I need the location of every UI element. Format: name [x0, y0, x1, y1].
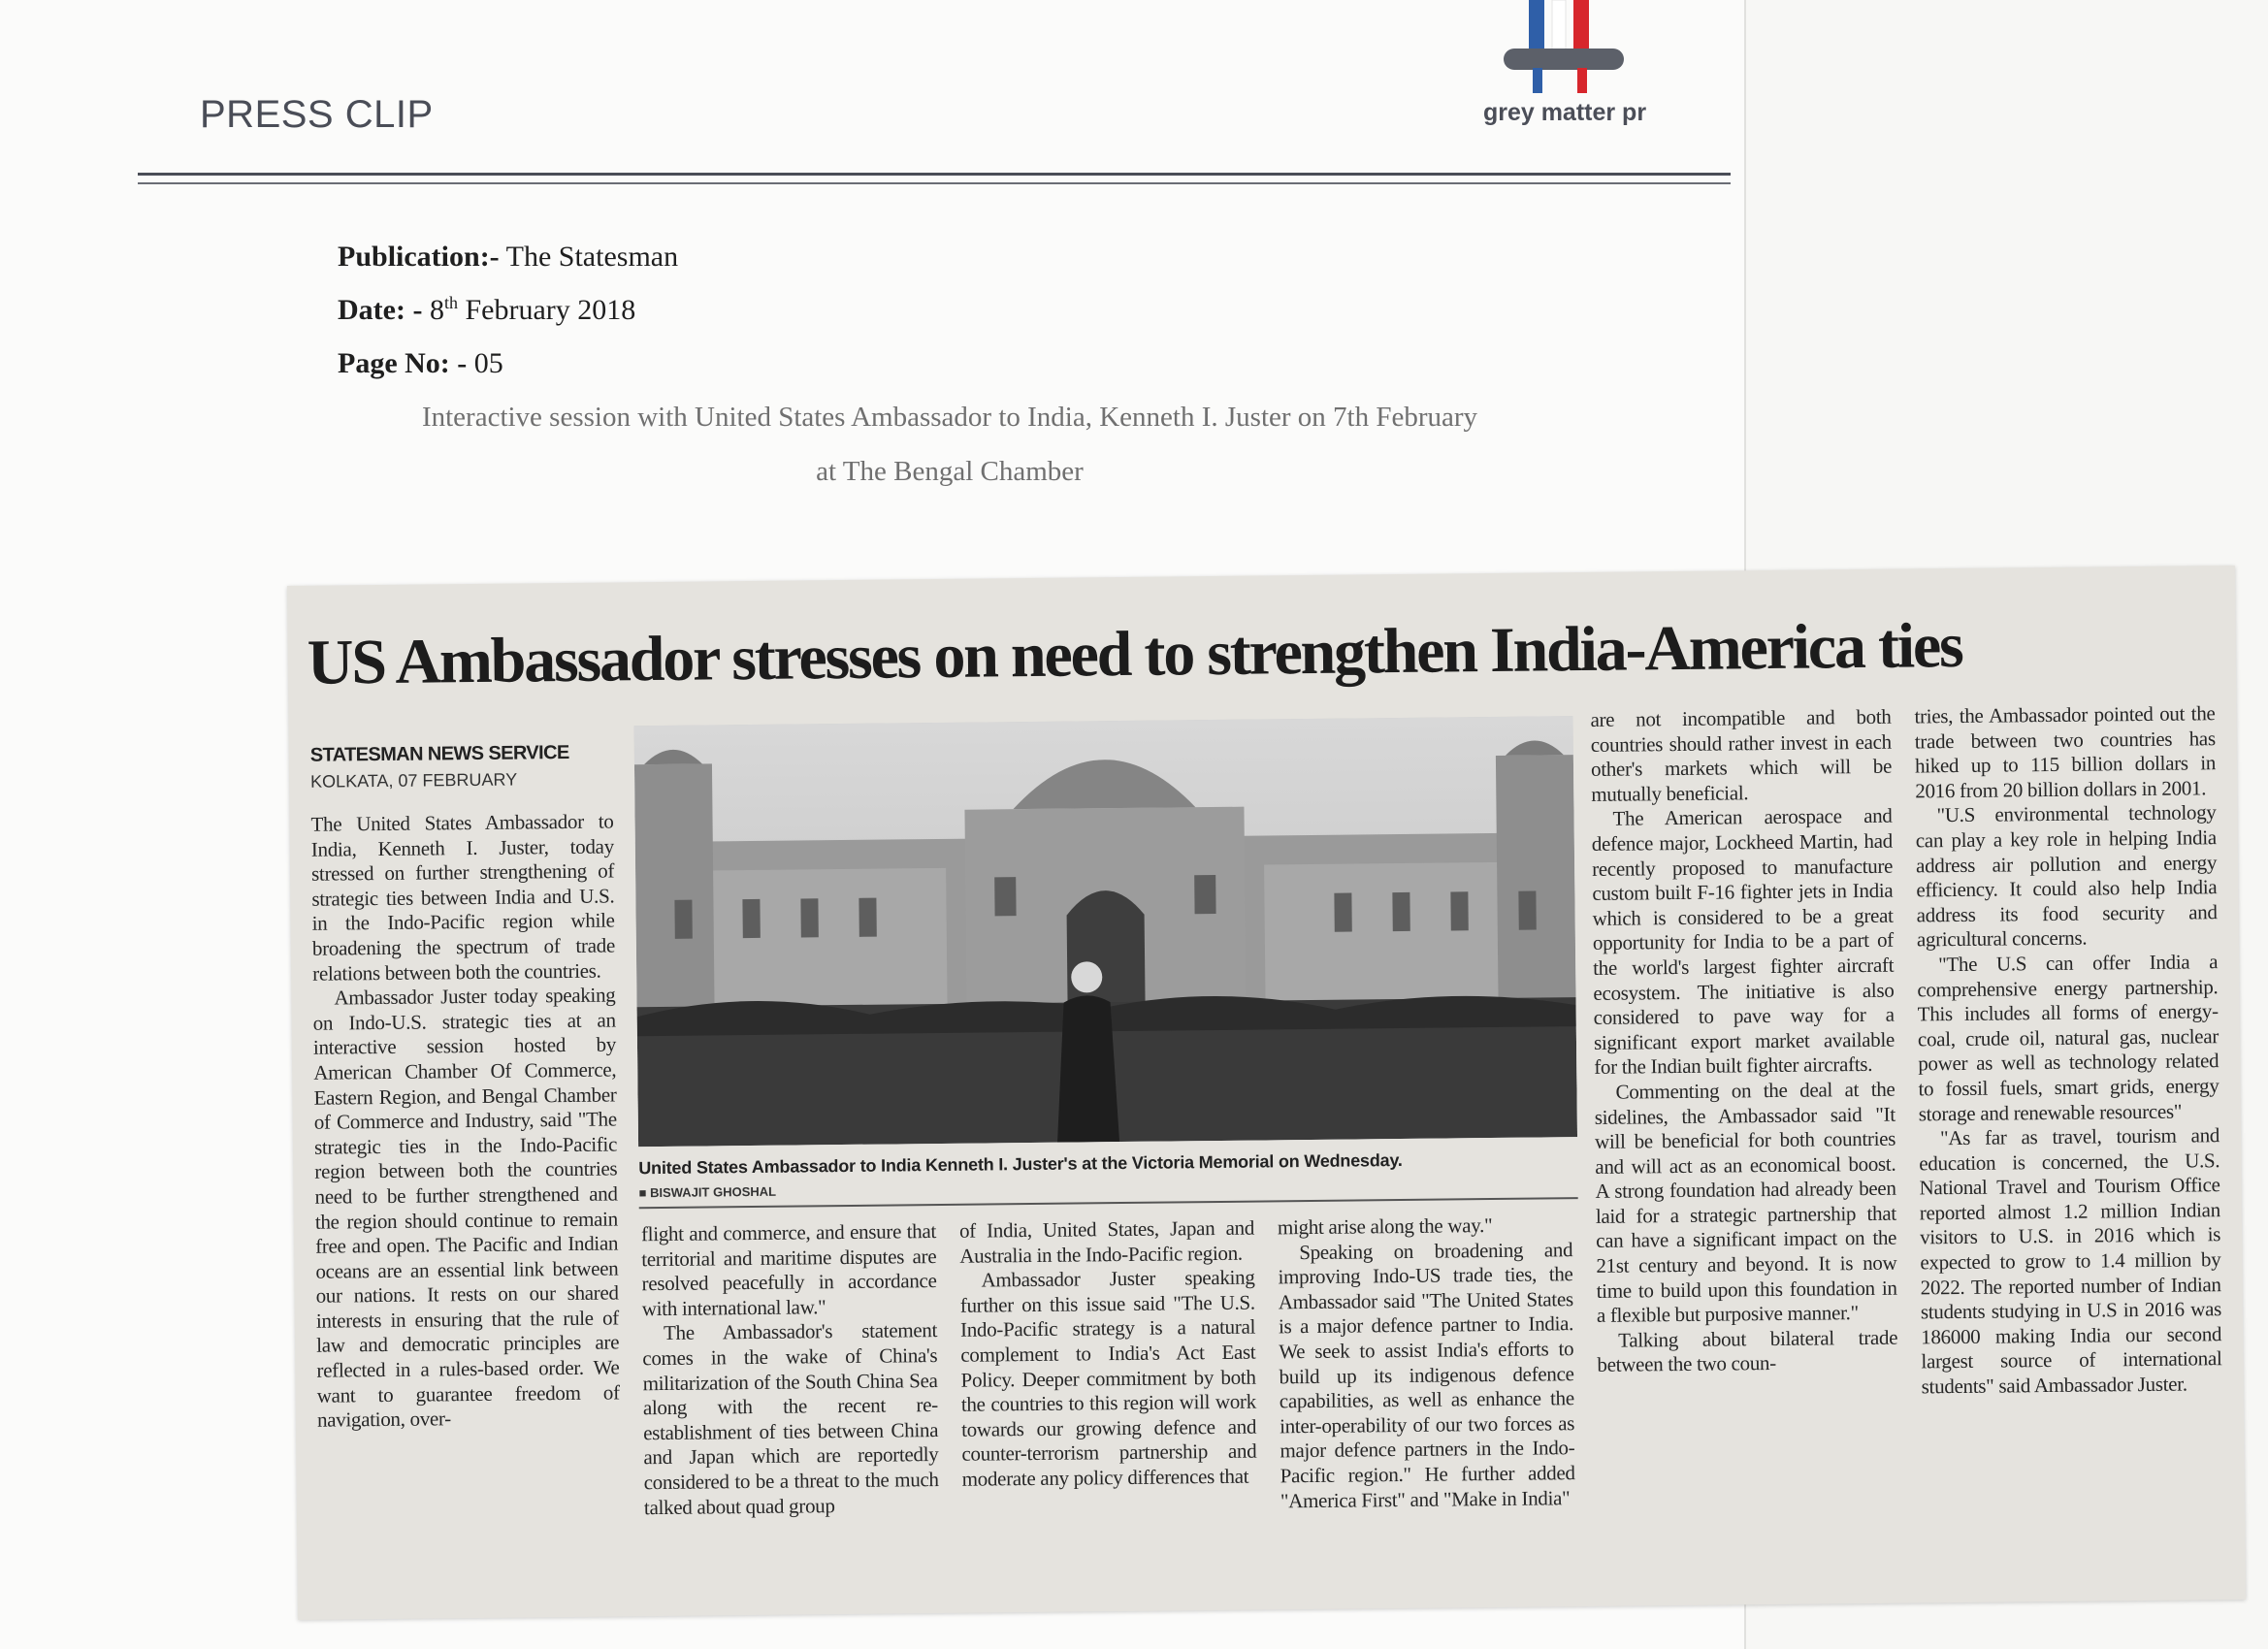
session-description: Interactive session with United States Ambassador to India, Kenneth I. Juster on 7th February	[421, 402, 1478, 433]
page-line	[338, 347, 503, 380]
paragraph: tries, the Ambassador pointed out the trade between two countries has hiked up to 115 billion dollars in 2016 from 20 billion dollars in 2001.	[1914, 701, 2217, 803]
date-label: Date: -	[338, 294, 423, 326]
photo-credit: ■ BISWAJIT GHOSHAL	[638, 1183, 777, 1201]
page-label: Page No: -	[338, 347, 468, 379]
photo-caption: United States Ambassador to India Kenneth I. Juster's at the Victoria Memorial on Wednesday.	[638, 1149, 1403, 1179]
paragraph: of India, United States, Japan and Australia in the Indo-Pacific region.	[958, 1215, 1255, 1268]
photo-illustration	[634, 716, 1577, 1147]
paragraph: "U.S environmental technology can play a key role in helping India address air pollution and energy efficiency. It could also help India address its food security and agricultural concerns.	[1915, 800, 2218, 952]
article-byline: STATESMAN NEWS SERVICE	[309, 741, 569, 766]
paragraph: are not incompatible and both countries should rather invest in each other's markets which will be mutually beneficial.	[1590, 704, 1893, 806]
header-rule	[138, 173, 1731, 176]
article-column-6	[1914, 701, 2221, 1400]
press-clip-title: PRESS CLIP	[200, 93, 434, 136]
article-column-2	[641, 1219, 939, 1520]
date-suffix: th	[443, 293, 458, 312]
publication-label: Publication:-	[338, 241, 500, 273]
logo-text: grey matter pr	[1482, 99, 1647, 126]
victoria-memorial-photo	[634, 716, 1577, 1147]
paragraph: Talking about bilateral trade between the two coun-	[1597, 1325, 1898, 1377]
paragraph: The American aerospace and defence major, Lockheed Martin, had recently proposed to manufacture custom built F-16 fighter jets in India which is considered to be a great opportunity for India to be a part of the world's largest fighter aircraft ecosystem. The initiative is also considered to pave way for a significant export market available for the Indian built fighter aircrafts.	[1591, 804, 1895, 1080]
article-dateline: KOLKATA, 07 FEBRUARY	[310, 769, 518, 792]
paragraph: The United States Ambassador to India, Kenneth I. Juster, today stressed on further strengthening of strategic ties between India and U.S. in the Indo-Pacific region while broadening the spectrum of trade relations between both the countries.	[310, 809, 616, 986]
paragraph: The Ambassador's statement comes in the wake of China's militarization of the South China Sea along with the recent re-establishment of ties between China and Japan which are reportedly considered to be a threat to the much talked about quad group	[642, 1318, 939, 1519]
article-column-1	[310, 809, 620, 1433]
session-venue: at The Bengal Chamber	[816, 456, 1084, 487]
date-line	[338, 293, 635, 327]
paragraph: Speaking on broadening and improving Indo-US trade ties, the Ambassador said "The United States is a major defence partner to India. We seek to assist India's efforts to build up its indigenous defence capabilities, as well as enhance the inter-operability of our two forces as major defence partners in the Indo-Pacific region." He further added "America First" and "Make in India"	[1278, 1237, 1575, 1512]
article-column-5	[1590, 705, 1897, 1378]
newspaper-clipping	[287, 566, 2246, 1620]
column-divider	[639, 1197, 1578, 1209]
article-column-3	[959, 1216, 1257, 1493]
paragraph: Commenting on the deal at the sidelines, the Ambassador said "It will be beneficial for both countries and will act as an economical boost. A strong foundation had already been laid for a strategic partnership that can have a significant impact on the 21st century and beyond. It is now time to build upon this foundation in a flexible but purposive manner."	[1594, 1077, 1897, 1328]
paragraph: flight and commerce, and ensure that territorial and maritime disputes are resolved peacefully in accordance with international law."	[640, 1219, 937, 1320]
article-headline: US Ambassador stresses on need to strengthen India-America ties	[307, 609, 1962, 698]
date-rest: February 2018	[465, 294, 636, 326]
publication-line	[338, 241, 678, 274]
page-value: 05	[473, 347, 503, 379]
paragraph: might arise along the way."	[1277, 1213, 1493, 1240]
paragraph: Ambassador Juster today speaking on Indo-U.S. strategic ties at an interactive session hosted by American Chamber Of Commerce, Eastern Region, and Bengal Chamber of Commerce and Industry, said "The strategic ties in the Indo-Pacific region between both the countries need to be further strengthened and the region should continue to remain free and open. The Pacific and Indian oceans are an essential link between our nations. It rests on our shared interests in ensuring that the rule of law and democratic principles are reflected in a rules-based order. We want to guarantee freedom of navigation, over-	[312, 983, 620, 1432]
paragraph: "As far as travel, tourism and education is concerned, the U.S. National Travel and Tourism Office reported almost 1.2 million Indian visitors to U.S. in 2016 which is expected to grow to 1.4 million by 2022. The reported number of Indian students studying in U.S in 2016 was 186000 making India our second largest source of international students" said Ambassador Juster.	[1919, 1123, 2222, 1399]
publication-value: The Statesman	[505, 241, 679, 273]
paragraph: Ambassador Juster speaking further on this issue said "The U.S. Indo-Pacific strategy is a natural complement to India's Act East Policy. Deeper commitment by both the countries to this region will work towards our growing defence and counter-terrorism partnership and moderate any policy differences that	[959, 1265, 1257, 1491]
article-column-4	[1278, 1212, 1575, 1513]
paragraph: "The U.S can offer India a comprehensive energy partnership. This includes all forms of energy- coal, crude oil, natural gas, nuclear power as well as technology related to fossil fuels, smart grids, energy storage and renewable resources"	[1917, 950, 2219, 1125]
header-rule-thin	[138, 182, 1731, 184]
date-day: 8	[429, 294, 444, 326]
